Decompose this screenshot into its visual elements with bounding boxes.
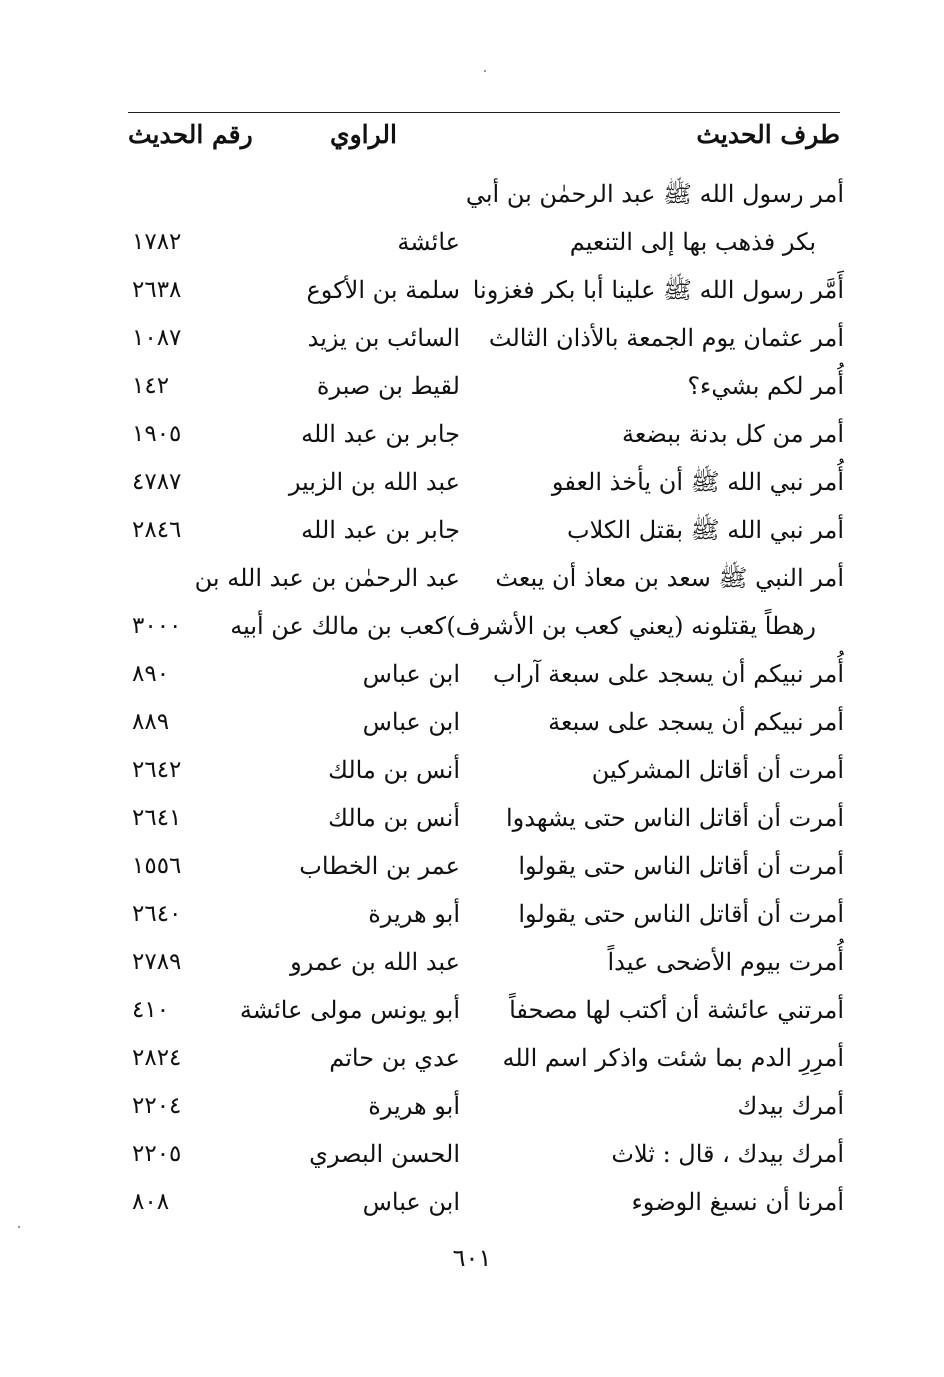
hadith-index-table xyxy=(0,170,944,1226)
hadith-text: أمرِرِ الدم بما شئت واذكر اسم الله xyxy=(502,1044,844,1072)
narrator: عدي بن حاتم xyxy=(329,1044,460,1072)
table-row xyxy=(0,650,944,698)
column-header-narrator: الراوي xyxy=(330,120,397,149)
table-row xyxy=(0,890,944,938)
hadith-number: ٤١٠ xyxy=(132,997,170,1023)
header-rule xyxy=(128,112,840,113)
hadith-text: أمرك بيدك ، قال : ثلاث xyxy=(611,1140,844,1168)
column-header-hadith: طرف الحديث xyxy=(696,120,840,149)
hadith-text: أمر عثمان يوم الجمعة بالأذان الثالث xyxy=(488,324,844,352)
table-row xyxy=(0,314,944,362)
hadith-number: ١٤٢ xyxy=(132,373,170,399)
table-row xyxy=(0,842,944,890)
hadith-number: ٨٩٠ xyxy=(132,661,170,687)
hadith-text: أمر نبيكم أن يسجد على سبعة xyxy=(548,708,844,736)
hadith-number: ٢٨٤٦ xyxy=(132,517,182,543)
narrator: أبو هريرة xyxy=(368,900,460,928)
narrator: عبد الله بن الزبير xyxy=(288,468,460,496)
hadith-number: ٢٦٤١ xyxy=(132,805,182,831)
table-row xyxy=(0,1178,944,1226)
narrator: عائشة xyxy=(397,228,460,256)
hadith-text: أَمَّر رسول الله ﷺ علينا أبا بكر فغزونا xyxy=(472,276,844,304)
hadith-text: أمر نبي الله ﷺ بقتل الكلاب xyxy=(566,516,844,544)
hadith-text: أمرتني عائشة أن أكتب لها مصحفاً xyxy=(509,996,844,1024)
hadith-number: ١٠٨٧ xyxy=(132,325,182,351)
hadith-number: ٨٠٨ xyxy=(132,1189,170,1215)
hadith-text: أُمرت بيوم الأضحى عيداً xyxy=(607,948,844,976)
narrator: الحسن البصري xyxy=(309,1140,460,1168)
hadith-number: ٢٧٨٩ xyxy=(132,949,182,975)
hadith-text: أمرت أن أقاتل المشركين xyxy=(591,756,844,784)
narrator: لقيط بن صبرة xyxy=(316,372,460,400)
hadith-text: أمر من كل بدنة ببضعة xyxy=(621,420,844,448)
hadith-text: أُمر نبيكم أن يسجد على سبعة آراب xyxy=(493,660,844,688)
narrator: أبو يونس مولى عائشة xyxy=(239,996,460,1024)
hadith-text: أمرك بيدك xyxy=(737,1092,844,1120)
hadith-text: أمرنا أن نسبغ الوضوء xyxy=(631,1188,844,1216)
hadith-number: ١٧٨٢ xyxy=(132,229,182,255)
hadith-text: أمر رسول الله ﷺ عبد الرحمٰن بن أبي xyxy=(465,180,844,208)
table-row xyxy=(0,986,944,1034)
hadith-text: أُمر نبي الله ﷺ أن يأخذ العفو xyxy=(551,468,844,496)
hadith-text: أمرت أن أقاتل الناس حتى يقولوا xyxy=(518,900,844,928)
table-row xyxy=(0,1082,944,1130)
hadith-number: ١٥٥٦ xyxy=(132,853,182,879)
table-row xyxy=(0,266,944,314)
narrator: أبو هريرة xyxy=(368,1092,460,1120)
narrator: كعب بن مالك عن أبيه xyxy=(230,612,446,640)
table-row xyxy=(0,410,944,458)
narrator: السائب بن يزيد xyxy=(307,324,460,352)
table-row xyxy=(0,938,944,986)
hadith-number: ٢٢٠٥ xyxy=(132,1141,182,1167)
hadith-number: ١٩٠٥ xyxy=(132,421,182,447)
hadith-text: أمر النبي ﷺ سعد بن معاذ أن يبعث xyxy=(495,564,844,592)
narrator: عبد الرحمٰن بن عبد الله بن xyxy=(194,564,460,592)
hadith-number: ٨٨٩ xyxy=(132,709,170,735)
hadith-text: رهطاً يقتلونه (يعني كعب بن الأشرف) xyxy=(446,612,816,640)
paper-speck xyxy=(18,1226,20,1228)
hadith-text: أمرت أن أقاتل الناس حتى يقولوا xyxy=(518,852,844,880)
hadith-text: أُمر لكم بشيء؟ xyxy=(687,372,844,400)
hadith-number: ٣٠٠٠ xyxy=(132,613,182,639)
hadith-number: ٢٨٢٤ xyxy=(132,1045,182,1071)
hadith-text: بكر فذهب بها إلى التنعيم xyxy=(569,228,816,256)
table-row xyxy=(0,554,944,602)
table-row xyxy=(0,1034,944,1082)
narrator: عبد الله بن عمرو xyxy=(290,948,460,976)
narrator: أنس بن مالك xyxy=(328,756,460,784)
narrator: ابن عباس xyxy=(362,1188,460,1216)
narrator: عمر بن الخطاب xyxy=(299,852,460,880)
hadith-number: ٢٢٠٤ xyxy=(132,1093,182,1119)
narrator: جابر بن عبد الله xyxy=(301,420,460,448)
paper-speck xyxy=(484,70,486,72)
table-row xyxy=(0,602,944,650)
hadith-number: ٢٦٣٨ xyxy=(132,277,182,303)
table-row xyxy=(0,218,944,266)
table-row xyxy=(0,170,944,218)
hadith-text: أمرت أن أقاتل الناس حتى يشهدوا xyxy=(505,804,844,832)
table-row xyxy=(0,506,944,554)
narrator: أنس بن مالك xyxy=(328,804,460,832)
table-row xyxy=(0,362,944,410)
table-row xyxy=(0,458,944,506)
narrator: ابن عباس xyxy=(362,708,460,736)
hadith-number: ٢٦٤٠ xyxy=(132,901,182,927)
column-header-number: رقم الحديث xyxy=(128,120,253,149)
page-number: ٦٠١ xyxy=(452,1244,492,1272)
table-row xyxy=(0,794,944,842)
hadith-number: ٤٧٨٧ xyxy=(132,469,182,495)
narrator: سلمة بن الأكوع xyxy=(306,276,460,304)
table-row xyxy=(0,1130,944,1178)
table-row xyxy=(0,698,944,746)
hadith-number: ٢٦٤٢ xyxy=(132,757,182,783)
narrator: جابر بن عبد الله xyxy=(301,516,460,544)
narrator: ابن عباس xyxy=(362,660,460,688)
table-row xyxy=(0,746,944,794)
